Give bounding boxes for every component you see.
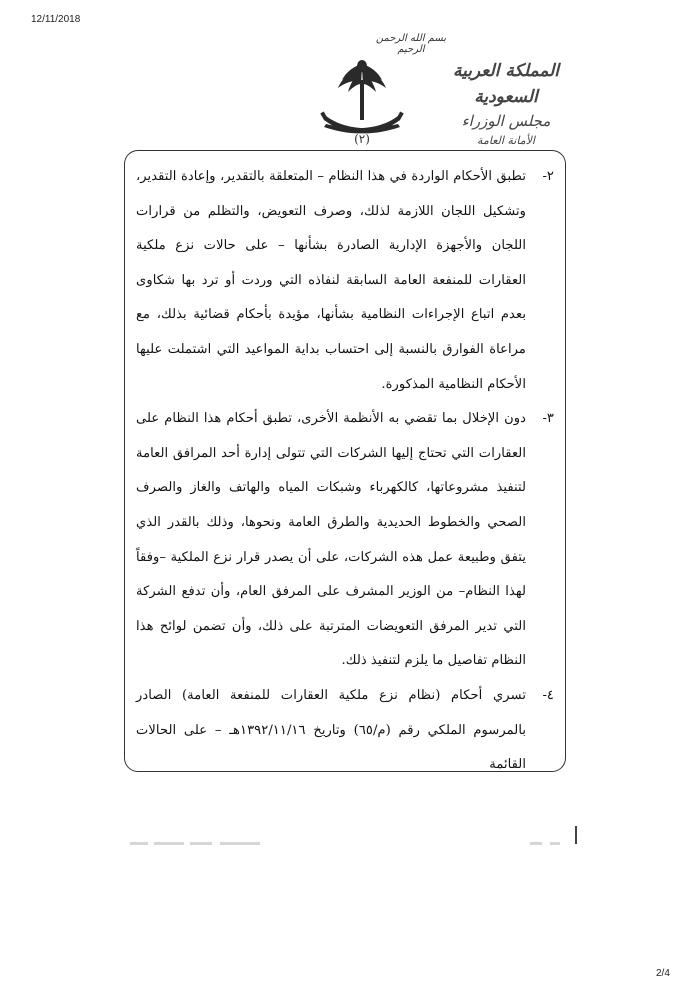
margin-mark-icon [574,826,578,844]
clause-text: تطبق الأحكام الواردة في هذا النظام – المتعلقة بالتقدير، وإعادة التقدير، وتشكيل اللجان اللازمة لذلك، وصرف التعويض، والتظلم من قرارات اللجان والأجهزة الإدارية الصادرة بشأنها – على حالات نزع ملكية العقارات للمنفعة العامة السابقة لنفاذه التي وردت أو ترد بها شكاوى بعدم اتباع الإجراءات النظامية بشأنها، مؤيدة بأحكام قضائية بذلك، مع مراعاة الفوارق بالنسبة إلى احتساب بداية المواعيد التي اشتملت عليها الأحكام النظامية المذكورة. [136,169,526,392]
clause-4 [136,679,554,783]
document-body [136,160,554,783]
basmala: بسم الله الرحمن الرحيم [375,33,447,55]
clause-2 [136,160,554,402]
page-marker: (٢) [354,132,370,146]
saudi-emblem-icon [318,54,406,146]
letterhead [420,58,592,150]
kingdom-title: المملكة العربية السعودية [452,61,560,107]
clause-text: دون الإخلال بما تقضي به الأنظمة الأخرى، تطبق أحكام هذا النظام على العقارات التي تحتاج إليها الشركات التي تتولى إدارة أحد المرافق العامة لتنفيذ مشروعاتها، كالكهرباء وشبكات المياه والهاتف والغاز والصرف الصحي والخطوط الحديدية والطرق العامة ونحوها، وذلك بالقدر الذي يتفق وطبيعة عمل هذه الشركات، على أن يصدر قرار نزع الملكية –وفقاً لهذا النظام– من الوزير المشرف على المرفق العام، وأن تدفع الشركة التي تدير المرفق التعويضات المترتبة على ذلك، وأن تضمن لوائح هذا النظام تفاصيل ما يلزم لتنفيذ ذلك. [136,411,526,669]
council-title: مجلس الوزراء [461,112,551,130]
secretariat-title: الأمانة العامة [477,134,535,147]
page-counter: 2/4 [656,968,670,979]
clause-3 [136,402,554,679]
clause-number: ٣- [542,411,554,427]
clause-number: ٤- [542,687,554,703]
faded-footer-scan [130,838,570,850]
print-date: 12/11/2018 [31,14,81,25]
clause-text: تسري أحكام (نظام نزع ملكية العقارات للمنفعة العامة) الصادر بالمرسوم الملكي رقم (م/٦٥) وتاريخ ١٣٩٢/١١/١٦هـ – على الحالات القائمة [136,687,527,773]
clause-number: ٢- [542,169,554,184]
